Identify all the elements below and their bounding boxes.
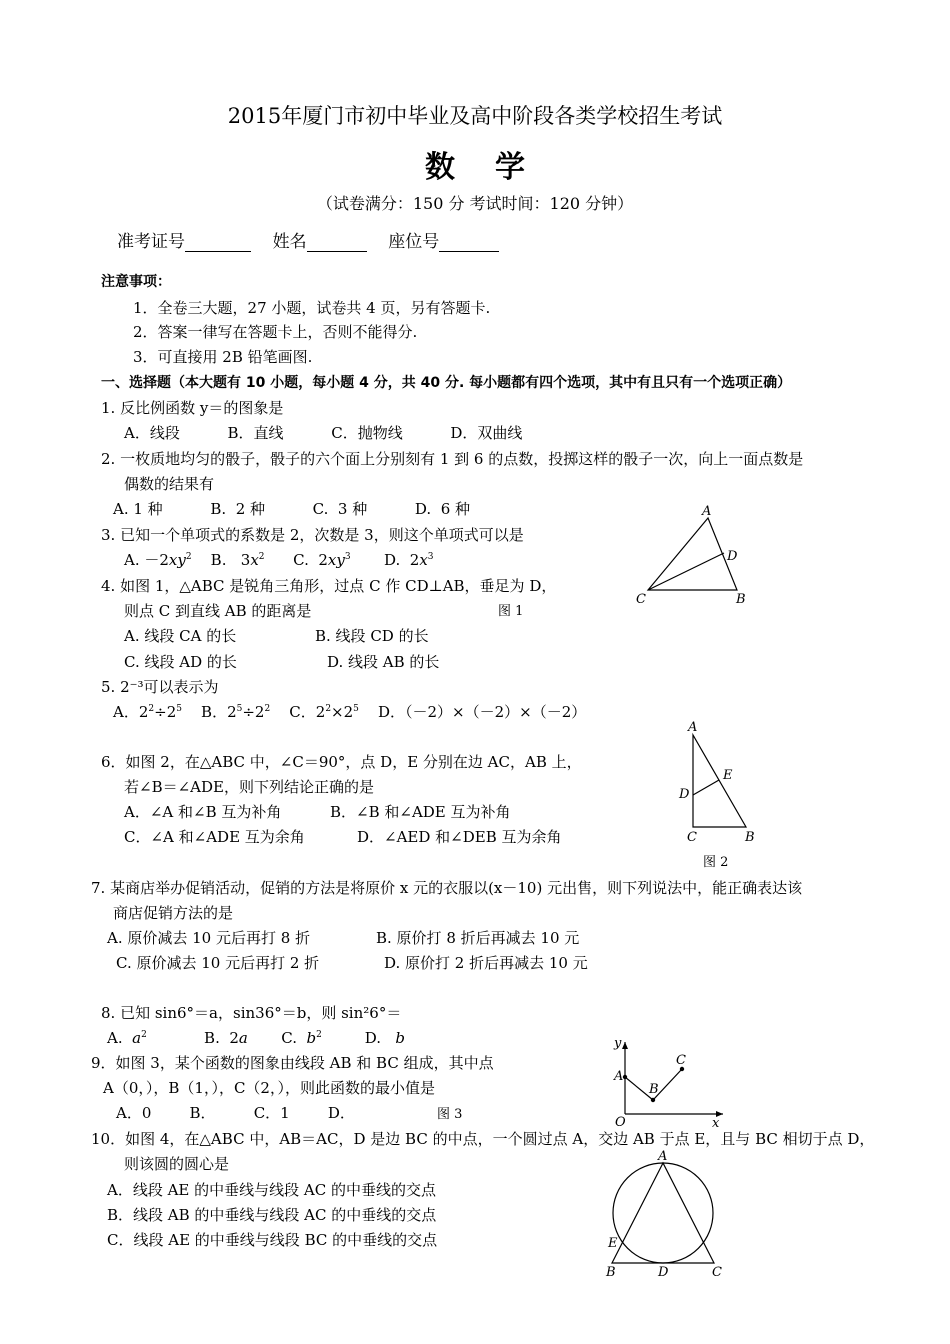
name-label: 姓名 (272, 232, 307, 252)
exam-title: 2015年厦门市初中毕业及高中阶段各类学校招生考试 (227, 104, 723, 128)
q9-stem: 9．如图 3，某个函数的图象由线段 AB 和 BC 组成，其中点 (91, 1054, 494, 1072)
fig3-label: y (614, 1036, 622, 1051)
q4-stem: 4. 如图 1，△ABC 是锐角三角形，过点 C 作 CD⊥AB，垂足为 D， (101, 577, 557, 595)
q10-option-a: A．线段 AE 的中垂线与线段 AC 的中垂线的交点 (107, 1181, 436, 1199)
q6-option-c: C．∠A 和∠ADE 互为余角 (124, 828, 305, 846)
q1-stem: 1. 反比例函数 y＝的图象是 (101, 399, 284, 417)
q2-stem: 2. 一枚质地均匀的骰子，骰子的六个面上分别刻有 1 到 6 的点数，投掷这样的骰子一次，向上一面点数是 (101, 450, 804, 468)
figure-3-graph (605, 1032, 735, 1132)
q6-stem: 6．如图 2，在△ABC 中，∠C＝90°，点 D，E 分别在边 AC，AB 上， (101, 753, 582, 771)
note-item: 1．全卷三大题，27 小题，试卷共 4 页，另有答题卡. (133, 299, 491, 317)
fig2-label: D (679, 787, 690, 802)
fig3-caption: 图 3 (437, 1107, 463, 1122)
note-item: 2．答案一律写在答题卡上，否则不能得分. (133, 323, 418, 341)
q7-stem: 7. 某商店举办促销活动，促销的方法是将原价 x 元的衣服以(x－10) 元出售，则下列说法中，能正确表达该 (91, 879, 803, 897)
q4-option-c: C. 线段 AD 的长 (124, 653, 237, 671)
q9-options: A．0 B． C．1 D． (116, 1104, 355, 1122)
q8-options: A. $a^2$ B. 2a C. $b^2$ D. b (107, 1029, 405, 1047)
q6-option-b: B．∠B 和∠ADE 互为补角 (330, 803, 511, 821)
q10-option-b: B．线段 AB 的中垂线与线段 AC 的中垂线的交点 (107, 1206, 437, 1224)
q4-option-b: B. 线段 CD 的长 (315, 627, 429, 645)
q7-option-a: A. 原价减去 10 元后再打 8 折 (107, 929, 311, 947)
fig1-caption: 图 1 (498, 604, 524, 619)
fig1-label: C (636, 592, 646, 607)
figure-4-circle-triangle (600, 1146, 730, 1286)
q7-option-c: C. 原价减去 10 元后再打 2 折 (116, 954, 320, 972)
note-item: 3．可直接用 2B 铅笔画图. (133, 348, 313, 366)
q2-stem-cont: 偶数的结果有 (124, 475, 215, 493)
fig4-label: B (606, 1265, 616, 1280)
q9-stem-cont: A（0，），B（1，），C（2，），则此函数的最小值是 (103, 1079, 435, 1097)
q6-option-d: D．∠AED 和∠DEB 互为余角 (357, 828, 562, 846)
q2-options: A. 1 种 B. 2 种 C. 3 种 D. 6 种 (113, 500, 471, 518)
q10-option-c: C．线段 AE 的中垂线与线段 BC 的中垂线的交点 (107, 1231, 438, 1249)
exam-number-blank[interactable] (185, 233, 251, 252)
seat-blank[interactable] (439, 233, 499, 252)
fig3-label: B (649, 1082, 659, 1097)
name-blank[interactable] (307, 233, 367, 252)
fig2-label: B (745, 830, 755, 845)
fig2-label: A (688, 720, 698, 735)
fig2-caption: 图 2 (703, 855, 729, 870)
q7-stem-cont: 商店促销方法的是 (113, 904, 234, 922)
q5-stem: 5. 2⁻³可以表示为 (101, 678, 219, 696)
section1-heading: 一、选择题（本大题有 10 小题，每小题 4 分，共 40 分. 每小题都有四个选项，其中有且只有一个选项正确） (101, 375, 792, 391)
fig1-label: A (702, 504, 712, 519)
fig4-label: A (658, 1149, 668, 1164)
q4-stem-cont: 则点 C 到直线 AB 的距离是 (124, 602, 312, 620)
seat-label: 座位号 (388, 232, 440, 252)
exam-number-label: 准考证号 (117, 232, 185, 252)
fig4-label: C (712, 1265, 722, 1280)
q5-options: A．$2^2\div 2^5$ B．$2^5\div 2^2$ C．$2^2\times 2^5$ D．（－2）×（－2）×（－2） (113, 703, 587, 721)
q4-option-a: A. 线段 CA 的长 (124, 627, 237, 645)
q8-stem: 8. 已知 sin6°＝a，sin36°＝b，则 sin²6°＝ (101, 1004, 402, 1022)
fig3-label: A (614, 1069, 624, 1084)
fig3-label: x (712, 1116, 720, 1131)
subject-title: 数学 (425, 150, 565, 185)
q7-option-b: B. 原价打 8 折后再减去 10 元 (376, 929, 580, 947)
q3-options: A. $-2xy^2$ B. $3x^2$ C. $2xy^3$ D. $2x^3$ (124, 551, 434, 569)
q10-stem-cont: 则该圆的圆心是 (124, 1155, 230, 1173)
exam-info: （试卷满分：150 分 考试时间：120 分钟） (316, 194, 634, 213)
q4-option-d: D. 线段 AB 的长 (327, 653, 440, 671)
q6-option-a: A．∠A 和∠B 互为补角 (124, 803, 282, 821)
figure-2-triangle (672, 715, 772, 850)
q1-options: A．线段 B．直线 C．抛物线 D．双曲线 (124, 424, 523, 442)
q3-stem: 3. 已知一个单项式的系数是 2，次数是 3，则这个单项式可以是 (101, 526, 524, 544)
fig1-label: D (727, 549, 738, 564)
q6-stem-cont: 若∠B＝∠ADE，则下列结论正确的是 (124, 778, 374, 796)
figure-1-triangle (630, 500, 760, 610)
fig1-label: B (736, 592, 746, 607)
candidate-fields (117, 232, 499, 252)
fig4-label: E (608, 1236, 618, 1251)
q7-option-d: D. 原价打 2 折后再减去 10 元 (384, 954, 588, 972)
fig2-label: C (687, 830, 697, 845)
fig2-label: E (723, 768, 733, 783)
fig4-label: D (658, 1265, 669, 1280)
q10-stem: 10．如图 4，在△ABC 中，AB＝AC，D 是边 BC 的中点，一个圆过点 A，交边 AB 于点 E，且与 BC 相切于点 D， (91, 1130, 875, 1148)
notes-heading: 注意事项： (101, 274, 171, 290)
fig3-label: C (676, 1053, 686, 1068)
fig3-label: O (615, 1115, 626, 1130)
